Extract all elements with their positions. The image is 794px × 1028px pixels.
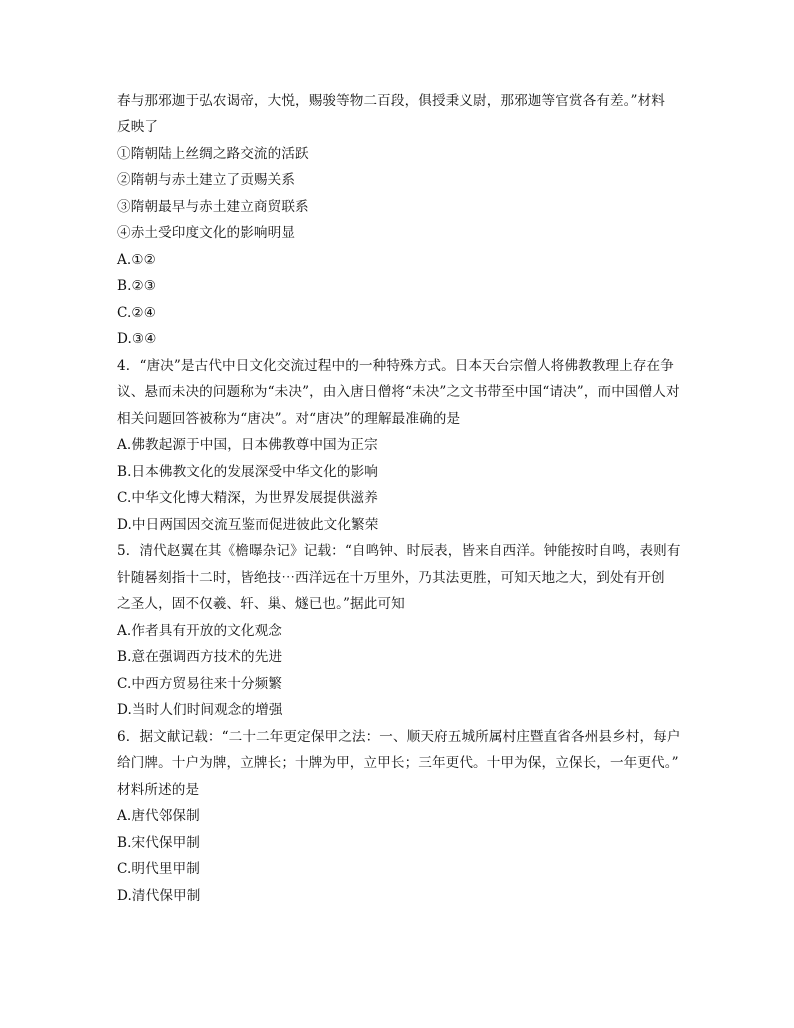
- q6-stem-line-1: 6．据文献记载：“二十二年更定保甲之法：一、顺天府五城所属村庄暨直省各州县乡村，每户: [117, 729, 681, 745]
- q6-option-a: A.唐代邻保制: [117, 808, 200, 824]
- q3-item-4: ④赤土受印度文化的影响明显: [117, 225, 296, 241]
- intro-line-2: 反映了: [117, 119, 159, 135]
- q3-option-d: D.③④: [117, 331, 157, 347]
- q4-stem-line-1: 4．“唐决”是古代中日文化交流过程中的一种特殊方式。日本天台宗僧人将佛教教理上存在争: [117, 358, 674, 374]
- q5-option-d: D.当时人们时间观念的增强: [117, 702, 283, 718]
- q3-option-b: B.②③: [117, 278, 157, 294]
- q4-stem-line-2: 议、悬而未决的问题称为“未决”，由入唐日僧将“未决”之文书带至中国“请决”，而中国僧人对: [117, 384, 680, 400]
- q6-option-c: C.明代里甲制: [117, 861, 200, 877]
- q3-option-c: C.②④: [117, 305, 157, 321]
- q6-option-b: B.宋代保甲制: [117, 835, 200, 851]
- q5-option-c: C.中西方贸易往来十分频繁: [117, 676, 283, 692]
- q4-option-a: A.佛教起源于中国，日本佛教尊中国为正宗: [117, 437, 378, 453]
- q3-option-a: A.①②: [117, 252, 156, 268]
- q3-item-1: ①隋朝陆上丝绸之路交流的活跃: [117, 146, 309, 162]
- q5-stem-line-3: 之圣人，固不仅羲、轩、巢、燧已也。”据此可知: [117, 596, 405, 612]
- q6-stem-line-2: 给门牌。十户为牌，立牌长；十牌为甲，立甲长；三年更代。十甲为保，立保长，一年更代。”: [117, 755, 679, 771]
- q4-option-c: C.中华文化博大精深，为世界发展提供滋养: [117, 490, 378, 506]
- intro-line-1: 春与那邪迦于弘农谒帝，大悦，赐骏等物二百段，俱授秉义尉，那邪迦等官赏各有差。”材料: [117, 93, 665, 109]
- q5-option-b: B.意在强调西方技术的先进: [117, 649, 283, 665]
- q5-stem-line-2: 针随晷刻指十二时，皆绝技⋯西洋远在十万里外，乃其法更胜，可知天地之大，到处有开创: [117, 570, 665, 586]
- q6-stem-line-3: 材料所述的是: [117, 782, 200, 798]
- q4-option-b: B.日本佛教文化的发展深受中华文化的影响: [117, 464, 378, 480]
- q5-stem-line-1: 5．清代赵翼在其《檐曝杂记》记载：“自鸣钟、时辰表，皆来自西洋。钟能按时自鸣，表则有: [117, 543, 681, 559]
- q3-item-3: ③隋朝最早与赤土建立商贸联系: [117, 199, 309, 215]
- q3-item-2: ②隋朝与赤土建立了贡赐关系: [117, 172, 296, 188]
- q6-option-d: D.清代保甲制: [117, 888, 201, 904]
- q4-option-d: D.中日两国因交流互鉴而促进彼此文化繁荣: [117, 517, 379, 533]
- q5-option-a: A.作者具有开放的文化观念: [117, 623, 282, 639]
- q4-stem-line-3: 相关问题回答被称为“唐决”。对“唐决”的理解最准确的是: [117, 411, 461, 427]
